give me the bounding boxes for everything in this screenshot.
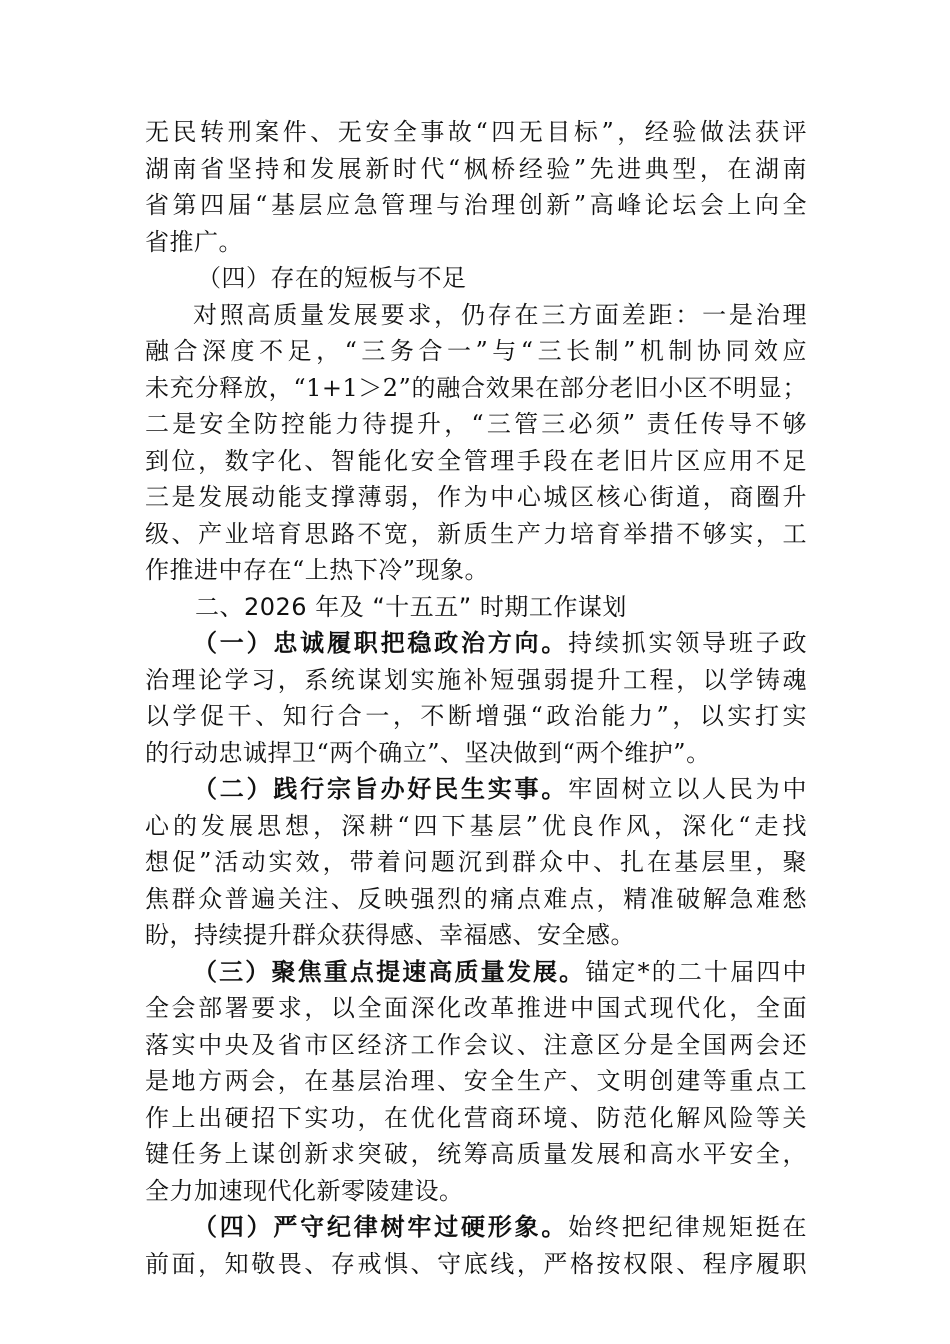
paragraph-line: 焦群众普遍关注、反映强烈的痛点难点，精准破解急难愁 [145,884,807,913]
paragraph-line: 级、产业培育思路不宽，新质生产力培育举措不够实，工 [145,519,807,548]
subheading-livelihood: （二）践行宗旨办好民生实事。 [193,774,569,803]
paragraph-line: 作推进中存在“上热下冷”现象。 [145,556,490,584]
document-body [145,114,807,1282]
paragraph-line: 未充分释放，“1+1＞2”的融合效果在部分老旧小区不明显； [145,373,807,402]
paragraph-line: 湖南省坚持和发展新时代“枫桥经验”先进典型，在湖南 [145,154,807,183]
paragraph-line [145,625,807,662]
paragraph-line: 作上出硬招下实功，在优化营商环境、防范化解风险等关 [145,1103,807,1132]
subheading-development: （三）聚焦重点提速高质量发展。 [193,956,586,986]
paragraph-line: 落实中央及省市区经济工作会议、注意区分是全国两会还 [145,1030,807,1059]
paragraph-text: 锚定*的二十届四中 [585,957,807,986]
paragraph-line: 前面，知敬畏、存戒惧、守底线，严格按权限、程序履职 [145,1249,807,1278]
paragraph-line: 想促”活动实效，带着问题沉到群众中、扎在基层里，聚 [145,848,807,876]
subheading-discipline: （四）严守纪律树牢过硬形象。 [193,1212,569,1241]
section-heading-shortcomings: （四）存在的短板与不足 [197,264,467,292]
paragraph-line: 以学促干、知行合一，不断增强“政治能力”，以实打实 [145,702,807,730]
paragraph-line [145,771,807,808]
paragraph-line: 全会部署要求，以全面深化改革推进中国式现代化，全面 [145,994,807,1022]
subheading-loyalty: （一）忠诚履职把稳政治方向。 [193,628,569,657]
paragraph-line [145,1209,807,1246]
paragraph-line: 三是发展动能支撑薄弱，作为中心城区核心街道，商圈升 [145,483,807,511]
paragraph-line: 省第四届“基层应急管理与治理创新”高峰论坛会上向全 [145,191,807,219]
paragraph-text: 始终把纪律规矩挺在 [568,1213,808,1241]
paragraph-line: 是地方两会，在基层治理、安全生产、文明创建等重点工 [145,1067,807,1095]
paragraph-line: 的行动忠诚捍卫“两个确立”、坚决做到“两个维护”。 [145,738,711,767]
paragraph-line: 盼，持续提升群众获得感、幸福感、安全感。 [145,921,635,949]
chapter-heading: 二、2026 年及 “十五五” 时期工作谋划 [195,592,627,621]
paragraph-line: 心的发展思想，深耕“四下基层”优良作风，深化“走找 [145,811,807,840]
paragraph-line [145,954,807,991]
paragraph-line: 对照高质量发展要求，仍存在三方面差距：一是治理 [193,300,807,329]
paragraph-line: 键任务上谋创新求突破，统筹高质量发展和高水平安全， [145,1140,807,1168]
paragraph-text: 牢固树立以人民为中 [568,775,808,803]
paragraph-line: 省推广。 [145,227,243,256]
paragraph-text: 持续抓实领导班子政 [568,629,808,657]
paragraph-line: 全力加速现代化新零陵建设。 [145,1176,464,1205]
paragraph-line: 无民转刑案件、无安全事故“四无目标”，经验做法获评 [145,118,807,146]
paragraph-line: 二是安全防控能力待提升，“三管三必须” 责任传导不够 [145,410,807,438]
paragraph-line: 治理论学习，系统谋划实施补短强弱提升工程，以学铸魂 [145,665,807,694]
paragraph-line: 到位，数字化、智能化安全管理手段在老旧片区应用不足 [145,446,807,475]
paragraph-line: 融合深度不足，“三务合一”与“三长制”机制协同效应 [145,337,807,365]
